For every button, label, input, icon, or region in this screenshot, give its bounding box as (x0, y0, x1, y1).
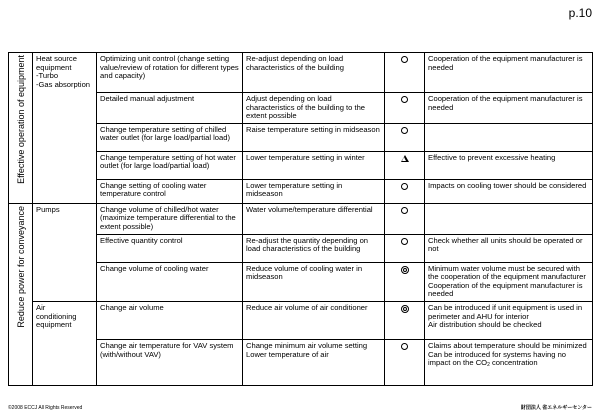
content-cell: Lower temperature setting in midseason (243, 179, 385, 203)
table-row (9, 123, 593, 151)
measure-cell: Change volume of cooling water (97, 262, 243, 301)
table-row (9, 203, 593, 234)
table-row (9, 262, 593, 301)
copyright: ©2008 ECCJ All Rights Reserved (8, 405, 83, 411)
table-row (9, 234, 593, 262)
evaluation-cell (385, 339, 425, 385)
content-cell: Re-adjust depending on load characteristics of the building (243, 53, 385, 93)
content-cell: Re-adjust the quantity depending on load characteristics of the building (243, 234, 385, 262)
measure-cell: Change air volume (97, 301, 243, 339)
note-cell (425, 203, 593, 234)
organization-logo: 財団法人 省エネルギーセンター (520, 405, 592, 411)
evaluation-cell (385, 262, 425, 301)
evaluation-cell (385, 234, 425, 262)
category-effective: Effective operation of equipment (15, 55, 26, 184)
circle-icon (401, 127, 408, 134)
content-cell: Water volume/temperature differential (243, 203, 385, 234)
circle-icon (401, 56, 408, 63)
system-air-conditioning: Air conditioning equipment (33, 301, 97, 385)
circle-icon (401, 238, 408, 245)
measure-cell: Optimizing unit control (change setting value/review of rotation for different types and capacity) (97, 53, 243, 93)
system-pumps: Pumps (33, 203, 97, 301)
note-cell: Cooperation of the equipment manufacturer is needed (425, 53, 593, 93)
circle-icon (401, 343, 408, 350)
circle-icon (401, 96, 408, 103)
content-cell: Lower temperature setting in winter (243, 151, 385, 179)
category-reduce: Reduce power for conveyance (15, 205, 26, 328)
note-cell: Check whether all units should be operated or not (425, 234, 593, 262)
table-row (9, 53, 593, 93)
measure-cell: Change temperature setting of chilled water outlet (for large load/partial load) (97, 123, 243, 151)
circle-icon (401, 183, 408, 190)
note-cell: Minimum water volume must be secured with the cooperation of the equipment manufacturer Cooperation of the equipment manufacturer is needed (425, 262, 593, 301)
note-cell: Claims about temperature should be minimized Can be introduced for systems having no impact on the $CO_2$ concentration (425, 339, 593, 385)
content-cell: Reduce air volume of air conditioner (243, 301, 385, 339)
evaluation-cell (385, 123, 425, 151)
note-cell: Impacts on cooling tower should be considered (425, 179, 593, 203)
evaluation-cell (385, 301, 425, 339)
triangle-icon (401, 155, 409, 162)
measure-cell: Effective quantity control (97, 234, 243, 262)
circle-icon (401, 207, 408, 214)
table-row (9, 339, 593, 385)
content-cell: Change minimum air volume setting Lower temperature of air (243, 339, 385, 385)
content-cell: Adjust depending on load characteristics of the building to the extent possible (243, 93, 385, 124)
category-cell (9, 203, 33, 385)
category-cell (9, 53, 33, 204)
measure-cell: Change volume of chilled/hot water (maximize temperature differential to the extent possible) (97, 203, 243, 234)
evaluation-cell (385, 53, 425, 93)
page-number: p.10 (568, 6, 592, 20)
measure-cell: Change air temperature for VAV system (with/without VAV) (97, 339, 243, 385)
content-cell: Raise temperature setting in midseason (243, 123, 385, 151)
double-circle-icon (401, 305, 409, 313)
note-cell: Cooperation of the equipment manufacturer is needed (425, 93, 593, 124)
content-cell: Reduce volume of cooling water in midseason (243, 262, 385, 301)
table-row (9, 179, 593, 203)
system-heat-source: Heat source equipment -Turbo -Gas absorption (33, 53, 97, 204)
table-row (9, 151, 593, 179)
measure-cell: Change temperature setting of hot water outlet (for large load/partial load) (97, 151, 243, 179)
evaluation-cell (385, 93, 425, 124)
double-circle-icon (401, 266, 409, 274)
evaluation-cell (385, 179, 425, 203)
note-cell: Can be introduced if unit equipment is used in perimeter and AHU for interior Air distribution should be checked (425, 301, 593, 339)
evaluation-cell (385, 151, 425, 179)
measures-table (8, 52, 593, 386)
note-cell (425, 123, 593, 151)
measure-cell: Detailed manual adjustment (97, 93, 243, 124)
table-row (9, 301, 593, 339)
measure-cell: Change setting of cooling water temperature control (97, 179, 243, 203)
note-cell: Effective to prevent excessive heating (425, 151, 593, 179)
evaluation-cell (385, 203, 425, 234)
table-row (9, 93, 593, 124)
